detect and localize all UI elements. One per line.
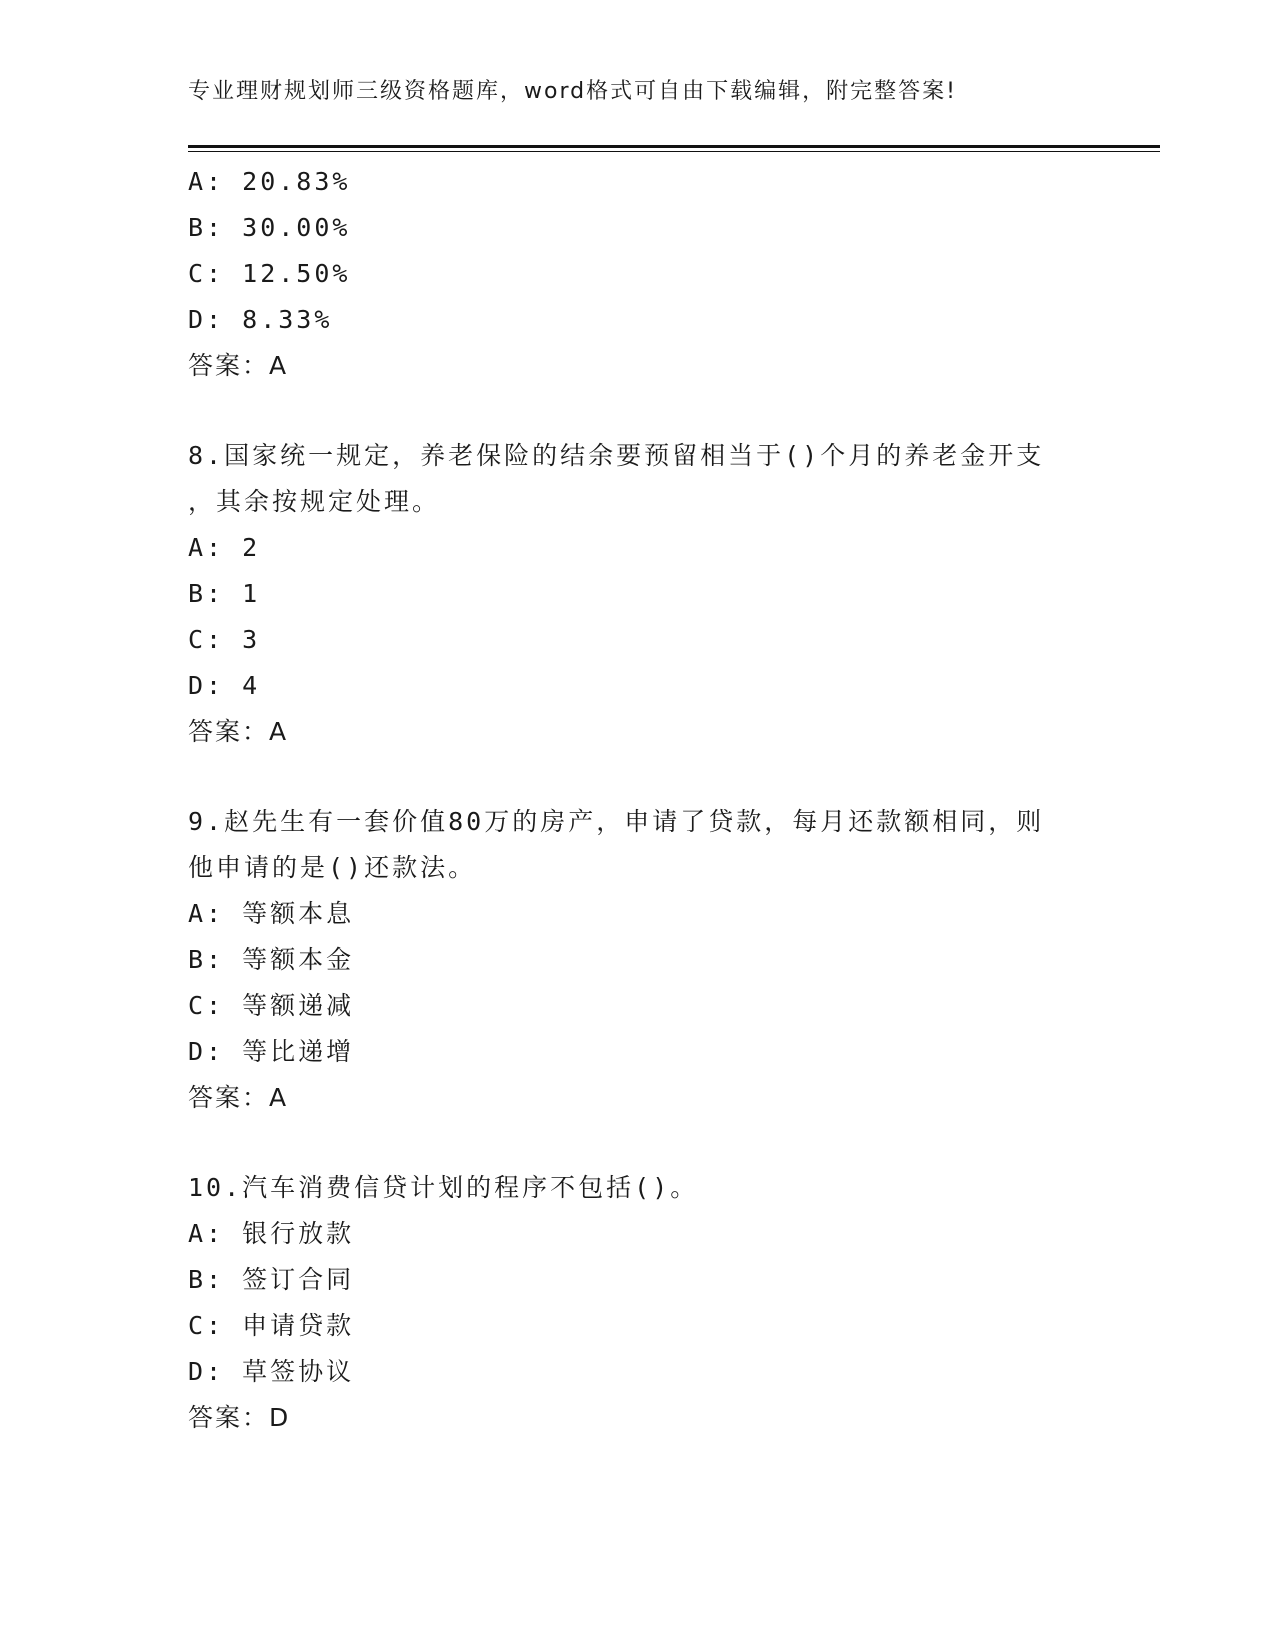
option-c: C: 3	[188, 625, 261, 654]
question-9	[188, 799, 1088, 1121]
option-b: B: 签订合同	[188, 1265, 355, 1294]
answer-line: 答案：A	[188, 717, 289, 746]
option-c: C: 等额递减	[188, 991, 355, 1020]
question-text-line: 8.国家统一规定，养老保险的结余要预留相当于()个月的养老金开支	[188, 441, 1045, 470]
option-a: A: 等额本息	[188, 899, 355, 928]
spacer	[188, 755, 1088, 799]
answer-line: 答案：A	[188, 351, 289, 380]
option-c: C: 申请贷款	[188, 1311, 355, 1340]
answer-line: 答案：D	[188, 1403, 291, 1432]
question-text-line: 9.赵先生有一套价值80万的房产，申请了贷款，每月还款额相同，则	[188, 807, 1045, 836]
option-c: C: 12.50%	[188, 259, 351, 288]
option-d: D: 草签协议	[188, 1357, 355, 1386]
header-rule-thin	[188, 151, 1160, 152]
document-body	[188, 159, 1088, 1441]
option-a: A: 20.83%	[188, 167, 351, 196]
option-d: D: 8.33%	[188, 305, 333, 334]
spacer	[188, 1121, 1088, 1165]
page-header: 专业理财规划师三级资格题库，word格式可自由下载编辑，附完整答案!	[188, 79, 957, 104]
question-7-continued	[188, 159, 1088, 389]
question-8	[188, 433, 1088, 755]
option-a: A: 银行放款	[188, 1219, 355, 1248]
question-text-line: ，其余按规定处理。	[188, 487, 441, 516]
option-d: D: 等比递增	[188, 1037, 355, 1066]
question-text-line: 他申请的是()还款法。	[188, 853, 477, 882]
header-rule-thick	[188, 145, 1160, 148]
spacer	[188, 389, 1088, 433]
question-text-line: 10.汽车消费信贷计划的程序不包括()。	[188, 1173, 699, 1202]
option-b: B: 等额本金	[188, 945, 355, 974]
option-a: A: 2	[188, 533, 261, 562]
answer-line: 答案：A	[188, 1083, 289, 1112]
option-d: D: 4	[188, 671, 261, 700]
option-b: B: 30.00%	[188, 213, 351, 242]
question-10	[188, 1165, 1088, 1441]
option-b: B: 1	[188, 579, 261, 608]
